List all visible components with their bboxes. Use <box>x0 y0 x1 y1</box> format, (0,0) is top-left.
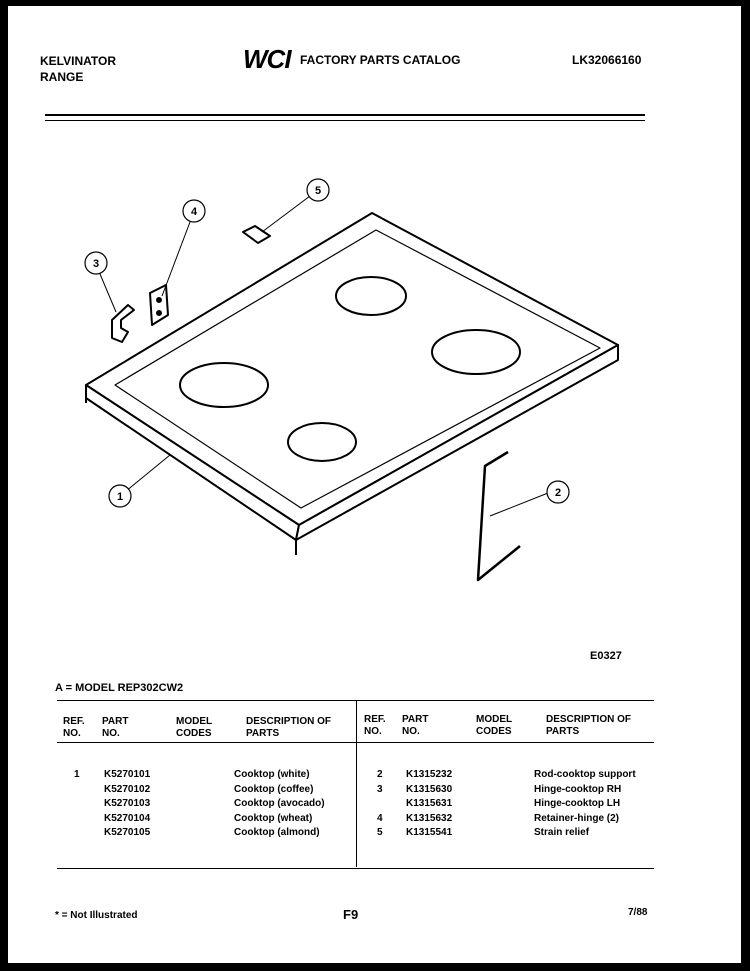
part-description: Cooktop (coffee) <box>234 783 314 795</box>
figure-id: E0327 <box>590 650 622 662</box>
part-number: K5270103 <box>104 798 151 809</box>
model-line: A = MODEL REP302CW2 <box>55 682 184 694</box>
catalog-date: 7/88 <box>628 907 648 918</box>
catalog-number: LK32066160 <box>572 53 642 67</box>
col-header-model-left: MODEL CODES <box>176 716 212 739</box>
part-description: Cooktop (white) <box>234 769 310 780</box>
support-rod <box>478 452 520 580</box>
col-header-ref-left: REF. NO. <box>63 716 85 739</box>
part-number: K5270104 <box>104 812 151 824</box>
retainer-hinge <box>150 285 168 325</box>
part-description: Strain relief <box>534 827 590 838</box>
col-header-part-left: PART NO. <box>102 716 129 739</box>
ref-number: 2 <box>377 769 383 780</box>
callout-3: 3 <box>92 258 100 270</box>
brand-name: KELVINATOR <box>40 54 117 68</box>
product-name: RANGE <box>40 70 84 84</box>
wci-logo: WCI <box>243 44 291 74</box>
part-number: K5270102 <box>104 783 151 795</box>
part-number: K5270101 <box>104 769 151 780</box>
col-header-desc-left: DESCRIPTION OF PARTS <box>246 716 332 739</box>
ref-number: 1 <box>74 769 80 780</box>
cooktop-outline <box>86 213 618 525</box>
ref-number: 4 <box>377 812 383 824</box>
callout-2: 2 <box>554 487 562 499</box>
callout-5: 5 <box>314 185 322 197</box>
col-header-desc-right: DESCRIPTION OF PARTS <box>546 714 632 737</box>
callout-4: 4 <box>190 206 198 218</box>
part-number: K1315232 <box>406 769 453 780</box>
ref-number: 5 <box>377 827 383 838</box>
part-description: Cooktop (avocado) <box>234 798 325 809</box>
col-header-part-right: PART NO. <box>402 714 429 737</box>
part-description: Cooktop (almond) <box>234 827 320 838</box>
part-description: Cooktop (wheat) <box>234 812 313 824</box>
part-number: K5270105 <box>104 827 151 838</box>
callout-1: 1 <box>116 491 124 503</box>
part-description: Hinge-cooktop LH <box>534 798 621 809</box>
table-header-rule <box>57 742 654 743</box>
table-divider <box>356 700 357 867</box>
col-header-ref-right: REF. NO. <box>364 714 386 737</box>
catalog-title: FACTORY PARTS CATALOG <box>300 53 461 67</box>
ref-number: 3 <box>377 783 383 795</box>
col-header-model-right: MODEL CODES <box>476 714 512 737</box>
part-description: Rod-cooktop support <box>534 769 636 780</box>
part-number: K1315631 <box>406 798 453 809</box>
part-number: K1315541 <box>406 827 453 838</box>
part-number: K1315632 <box>406 812 453 824</box>
part-description: Retainer-hinge (2) <box>534 812 620 824</box>
part-number: K1315630 <box>406 783 453 795</box>
part-description: Hinge-cooktop RH <box>534 783 622 795</box>
footnote: * = Not Illustrated <box>55 910 138 921</box>
page-number: F9 <box>343 907 359 922</box>
